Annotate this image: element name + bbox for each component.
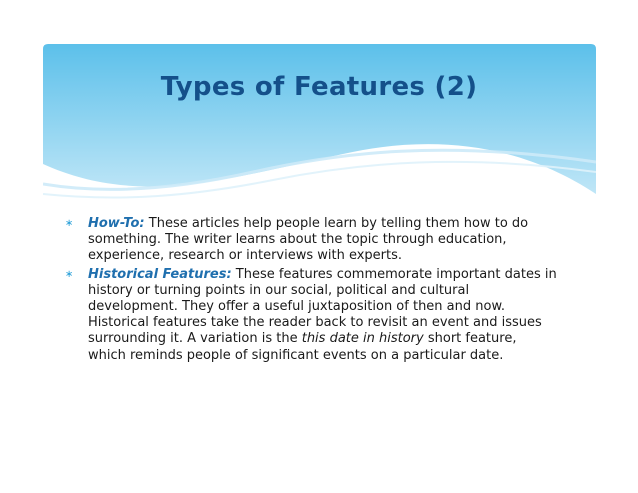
list-item-historical-features	[65, 266, 558, 364]
list-item-how-to	[65, 216, 558, 265]
bullet-term: How-To:	[88, 216, 145, 231]
asterisk-icon: ∗	[65, 268, 74, 280]
page-title: Types of Features (2)	[160, 72, 478, 102]
bullet-text: These features commemorate important dates in history or turning points in our social, political and cultural development. They offer a useful juxtaposition of then and now. Historical features take the reader back to revisit an event and issues surrounding it. A variation is the	[88, 266, 557, 347]
title-banner	[43, 44, 596, 204]
asterisk-icon: ∗	[65, 218, 74, 229]
banner-wave-graphic	[43, 44, 596, 204]
bullet-emphasis: this date in history	[301, 331, 424, 347]
bullet-text-end: short feature, which reminds people of significant events on a particular date.	[88, 331, 517, 363]
bullet-text: These articles help people learn by telling them how to do something. The writer learns about the topic through education, experience, research or interviews with experts.	[88, 216, 529, 264]
bullet-term: Historical Features:	[88, 266, 232, 282]
bullet-list	[65, 216, 558, 366]
